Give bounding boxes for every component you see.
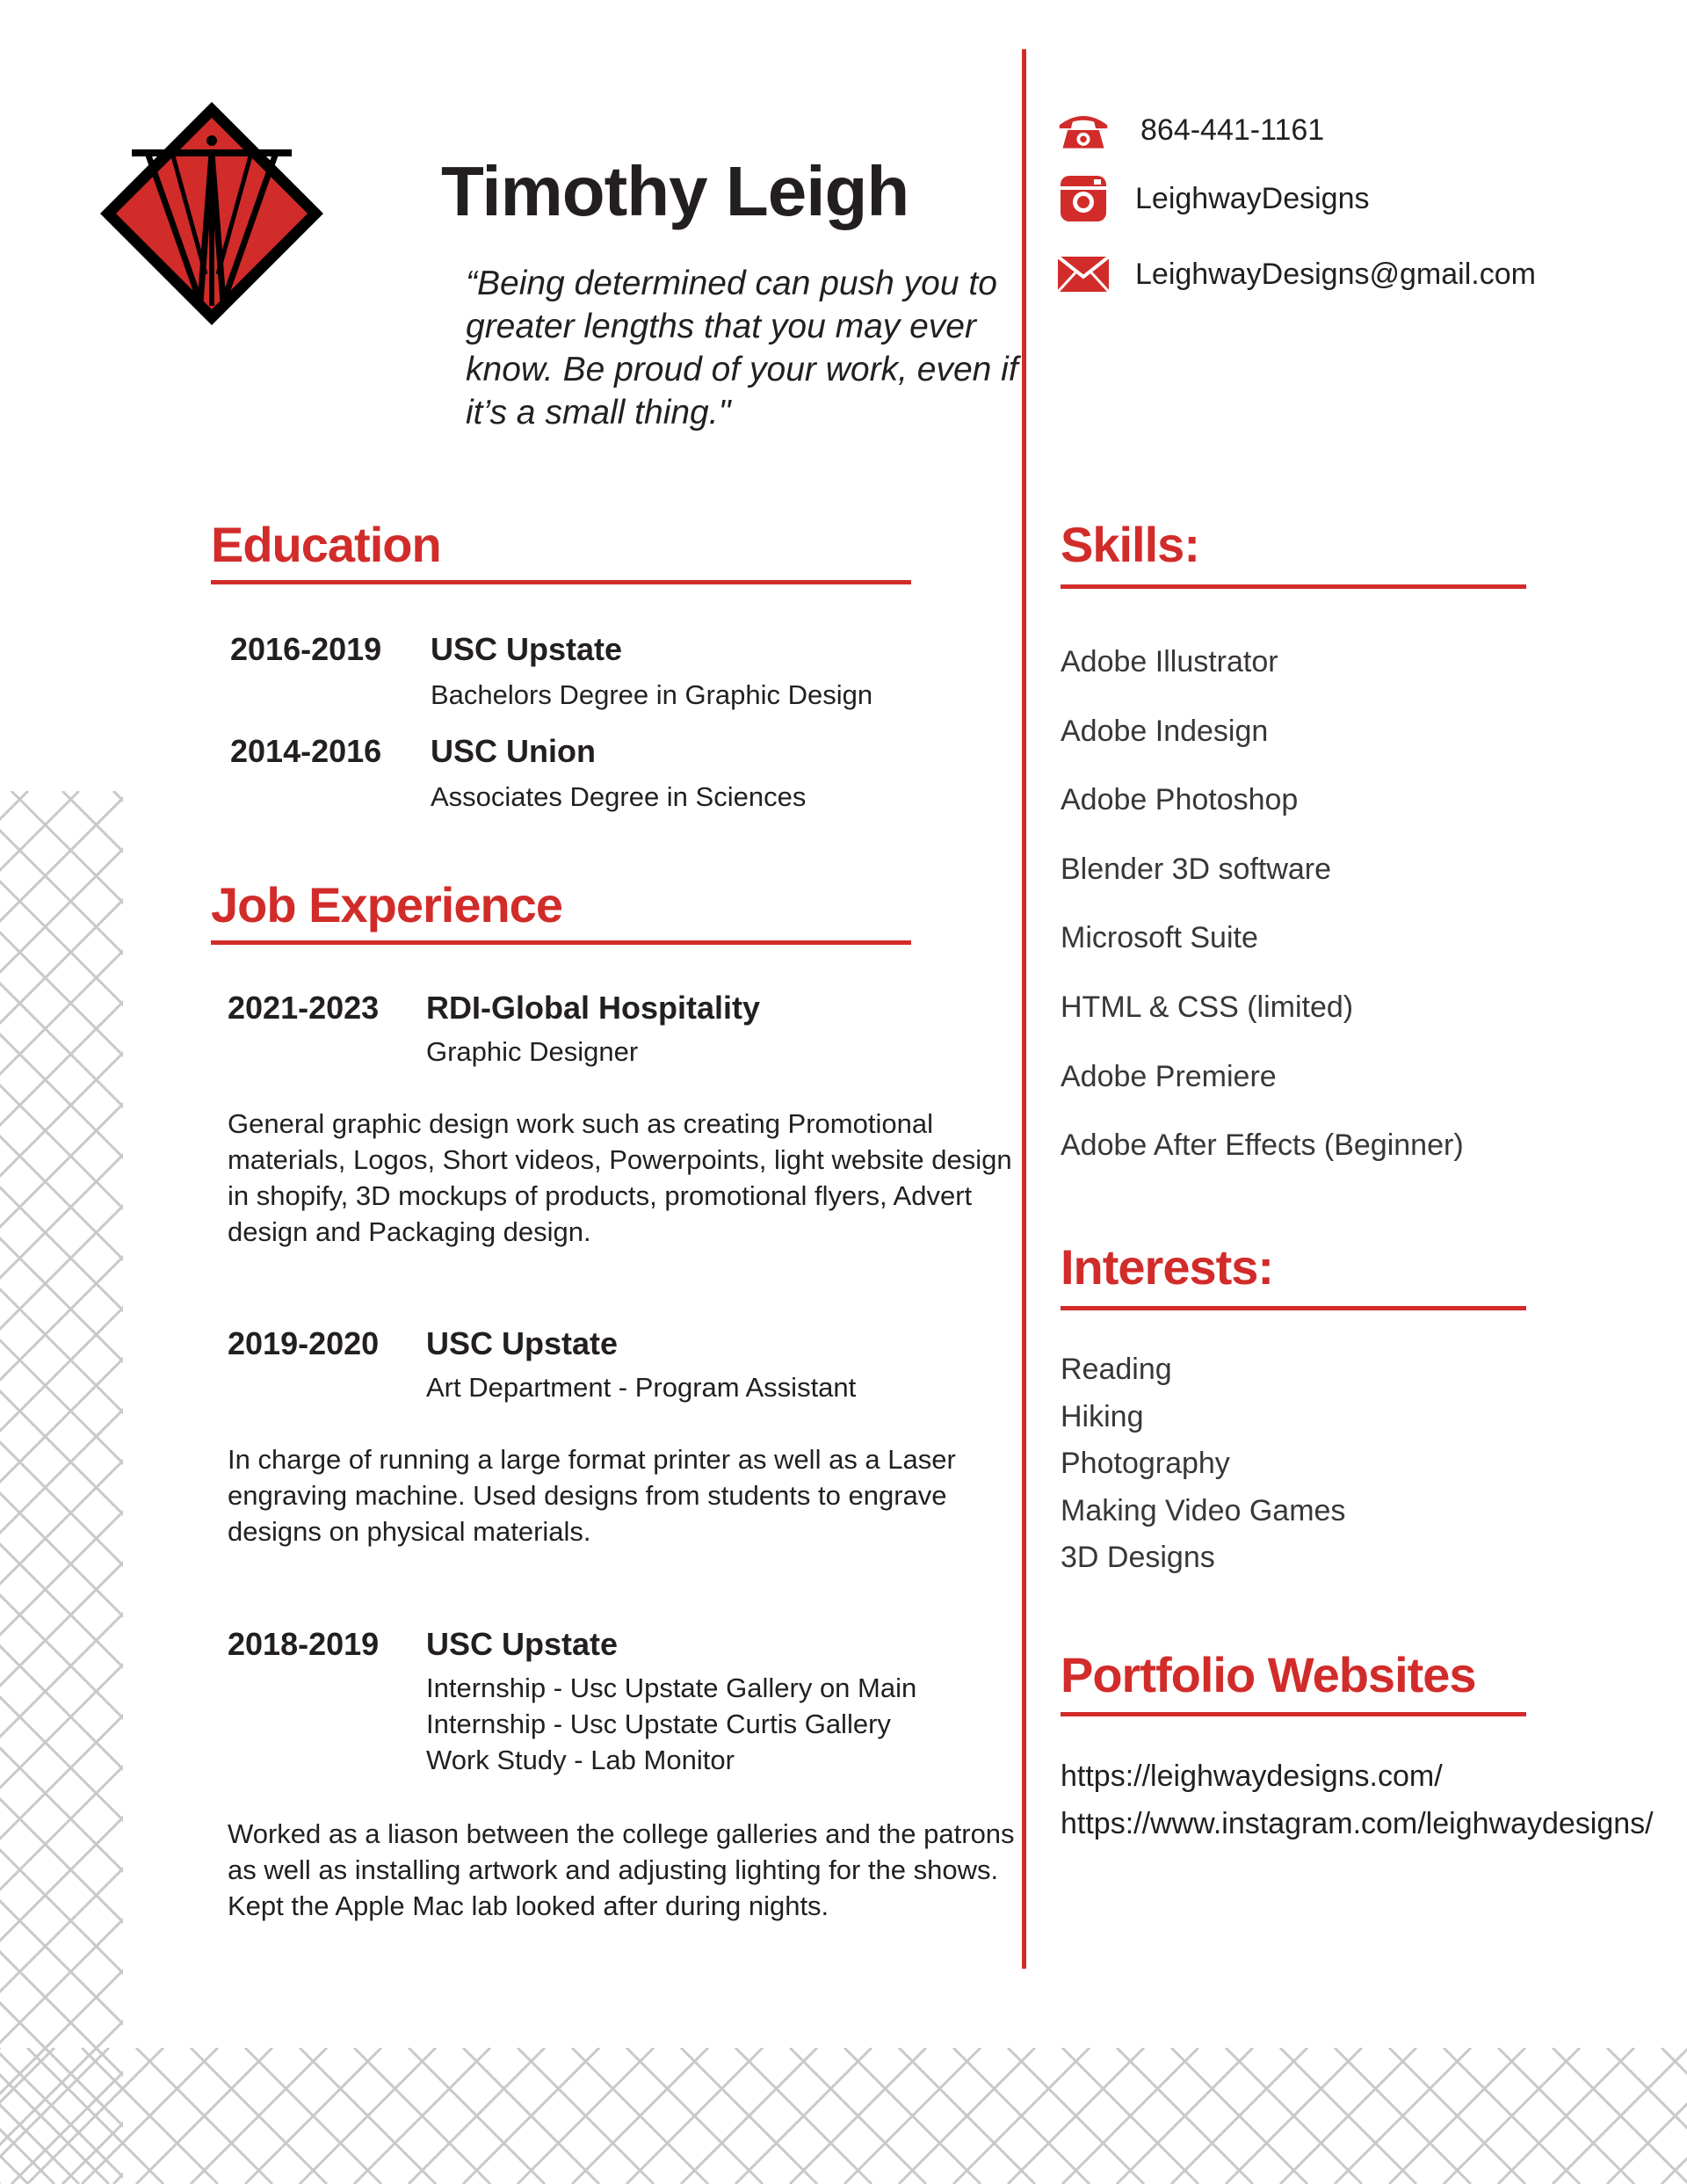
job-description: In charge of running a large format printer as well as a Laser engraving machine. Used designs from students to engrave designs on physical materials.: [228, 1444, 956, 1547]
entry-role: Work Study - Lab Monitor: [426, 1745, 735, 1775]
skill-item: Adobe After Effects (Beginner): [1061, 1128, 1464, 1163]
interests-rule: [1061, 1306, 1526, 1310]
phone-number: 864-441-1161: [1140, 112, 1325, 147]
envelope-icon: [1056, 250, 1111, 299]
experience-rule: [211, 940, 911, 945]
telephone-icon: [1056, 105, 1111, 155]
logo: [97, 98, 327, 333]
education-rule: [211, 580, 911, 584]
interests-title: Interests:: [1061, 1239, 1274, 1295]
entry-place: RDI-Global Hospitality: [426, 990, 761, 1026]
skill-item: Adobe Illustrator: [1061, 645, 1278, 678]
entry-detail: Associates Degree in Sciences: [431, 781, 807, 812]
skill-item: Adobe Indesign: [1061, 714, 1269, 748]
interest-item: Making Video Games: [1061, 1493, 1346, 1527]
interest-item: Reading: [1061, 1353, 1172, 1386]
skill-item: Adobe Photoshop: [1061, 783, 1299, 817]
column-divider: [1022, 49, 1026, 1969]
email-address[interactable]: LeighwayDesigns@gmail.com: [1135, 257, 1536, 291]
interest-item: 3D Designs: [1061, 1541, 1215, 1574]
skills-rule: [1061, 584, 1526, 589]
skills-title: Skills:: [1061, 517, 1199, 572]
personal-quote: “Being determined can push you to greater lengths that you may ever know. Be proud of your work, even if it’s a small thing.": [466, 265, 1018, 432]
person-name: Timothy Leigh: [441, 152, 909, 230]
instagram-handle[interactable]: LeighwayDesigns: [1135, 181, 1370, 215]
skills-list: [1061, 628, 1464, 1180]
entry-years: 2018-2019: [228, 1626, 380, 1662]
experience-title: Job Experience: [211, 877, 562, 932]
interest-item: Hiking: [1061, 1399, 1144, 1433]
entry-place: USC Upstate: [426, 1325, 619, 1361]
entry-role: Graphic Designer: [426, 1036, 639, 1067]
entry-years: 2014-2016: [230, 733, 382, 769]
entry-place: USC Union: [431, 733, 596, 769]
entry-place: USC Upstate: [426, 1626, 619, 1662]
skill-item: Adobe Premiere: [1061, 1059, 1277, 1093]
contact-phone: [1056, 104, 1324, 156]
entry-role: Art Department - Program Assistant: [426, 1372, 857, 1403]
interests-list: [1061, 1346, 1345, 1582]
entry-years: 2019-2020: [228, 1325, 380, 1361]
portfolio-list: [1061, 1752, 1654, 1847]
job-description: Worked as a liason between the college galleries and the patrons as well as installing artwork and adjusting lighting for the shows. Kept the Apple Mac lab looked after during nights.: [228, 1818, 1015, 1921]
job-description: General graphic design work such as creating Promotional materials, Logos, Short videos, Powerpoints, light website design in shopify, 3D mockups of products, promotional flyers, Advert design and Packaging design.: [228, 1108, 1012, 1247]
entry-years: 2016-2019: [230, 631, 382, 667]
contact-instagram[interactable]: [1056, 172, 1370, 225]
entry-detail: Bachelors Degree in Graphic Design: [431, 679, 873, 710]
entry-place: USC Upstate: [431, 631, 623, 667]
entry-years: 2021-2023: [228, 990, 380, 1026]
contact-email[interactable]: [1056, 248, 1536, 301]
entry-role: Internship - Usc Upstate Curtis Gallery: [426, 1709, 891, 1739]
portfolio-link[interactable]: https://www.instagram.com/leighwaydesigns/: [1061, 1807, 1654, 1840]
skill-item: HTML & CSS (limited): [1061, 990, 1354, 1024]
skill-item: Microsoft Suite: [1061, 921, 1258, 955]
portfolio-link[interactable]: https://leighwaydesigns.com/: [1061, 1760, 1443, 1793]
portfolio-title: Portfolio Websites: [1061, 1647, 1476, 1702]
education-title: Education: [211, 517, 441, 572]
diamond-logo-icon: [97, 98, 327, 329]
skill-item: Blender 3D software: [1061, 852, 1332, 886]
interest-item: Photography: [1061, 1447, 1230, 1480]
instagram-icon: [1056, 174, 1111, 223]
portfolio-rule: [1061, 1712, 1526, 1716]
entry-role: Internship - Usc Upstate Gallery on Main: [426, 1672, 917, 1703]
